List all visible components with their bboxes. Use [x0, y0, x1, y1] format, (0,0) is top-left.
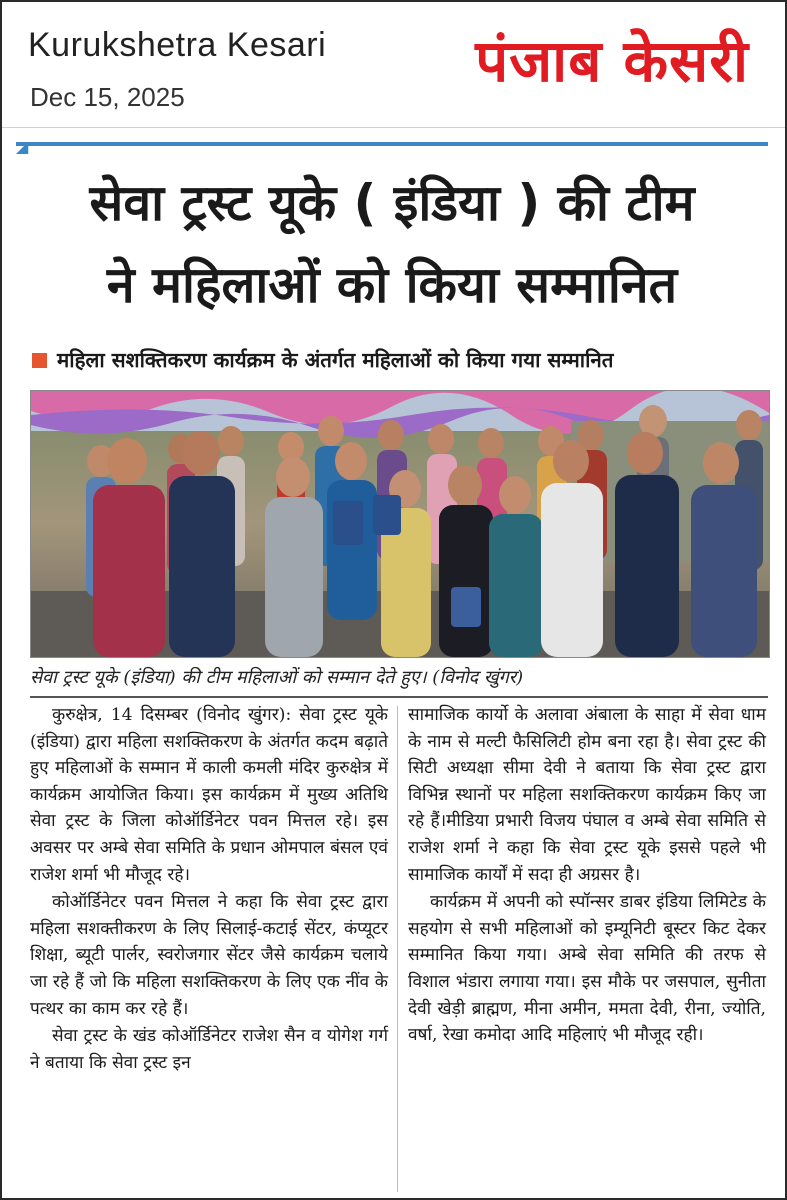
- news-photo: [30, 390, 770, 658]
- article-column-left: [30, 702, 388, 1076]
- paragraph: सामाजिक कार्यो के अलावा अंबाला के साहा में सेवा धाम के नाम से मल्टी फैसिलिटी होम बना रहा है। सेवा ट्रस्ट की सिटी अध्यक्षा सीमा देवी ने बताया कि सेवा ट्रस्ट द्वारा विभिन्न स्थानों पर महिला सशक्तिकरण कार्यक्रम किए जा रहे हैं।मीडिया प्रभारी विजय पंघाल व अम्बे सेवा समिति से राजेश शर्मा ने कहा कि सेवा ट्रस्ट यूके इससे पहले भी सामाजिक कार्यों में सदा ही अग्रसर है।: [408, 705, 766, 885]
- paragraph: कुरुक्षेत्र, 14 दिसम्बर (विनोद खुंगर): सेवा ट्रस्ट यूके (इंडिया) द्वारा महिला सशक्तिकरण के अंतर्गत कदम बढ़ाते हुए महिलाओं के सम्मान में काली कमली मंदिर कुरुक्षेत्र में कार्यक्रम आयोजित किया। इस कार्यक्रम में मुख्य अतिथि सेवा ट्रस्ट के जिला कोऑर्डिनेटर पवन मित्तल रहे। इस अवसर पर अम्बे सेवा समिति के प्रधान ओमपाल बंसल एवं राजेश शर्मा भी मौजूद रहे।: [30, 705, 388, 885]
- news-clipping: [16, 137, 776, 1198]
- top-rule: [16, 142, 768, 146]
- paragraph: कार्यक्रम में अपनी को स्पॉन्सर डाबर इंडिया लिमिटेड के सहयोग से सभी महिलाओं को इम्यूनिटी बूस्टर किट देकर सम्मानित किया गया। अम्बे सेवा समिति की तरफ से विशाल भंडारा लगाया गया। इस मौके पर जसपाल, सुनीता देवी खेड़ी ब्राह्मण, मीना अमीन, ममता देवी, रीना, ज्योति, वर्षा, रेखा कमोदा आदि महिलाएं भी मौजूद रही।: [408, 892, 766, 1046]
- edition-date: Dec 15, 2025: [30, 82, 185, 112]
- edition-name: Kurukshetra Kesari: [28, 26, 327, 64]
- paragraph: कोऑर्डिनेटर पवन मित्तल ने कहा कि सेवा ट्रस्ट द्वारा महिला सशक्तीकरण के लिए सिलाई-कटाई सेंटर, कंप्यूटर शिक्षा, ब्यूटी पार्लर, स्वरोजगार सेंटर जैसे कार्यक्रम चलाये जा रहे हैं जो कि महिला सशक्तिकरण के लिए एक नींव के पत्थर का काम कर रहे हैं।: [30, 892, 388, 1019]
- clipping-header: [2, 2, 785, 128]
- subheadline: [32, 345, 772, 375]
- square-bullet-icon: [32, 353, 47, 368]
- column-separator: [397, 706, 398, 1192]
- headline: [16, 162, 768, 326]
- subheadline-text: महिला सशक्तिकरण कार्यक्रम के अंतर्गत महिलाओं को किया गया सम्मानित: [57, 348, 614, 372]
- group-photo-illustration: [31, 391, 769, 657]
- headline-line-1: सेवा ट्रस्ट यूके ( इंडिया ) की टीम: [89, 174, 695, 232]
- photo-caption: सेवा ट्रस्ट यूके (इंडिया) की टीम महिलाओं को सम्मान देते हुए। (विनोद खुंगर): [30, 667, 524, 688]
- article-column-right: [408, 702, 766, 1049]
- newspaper-logo: पंजाब केसरी: [475, 27, 749, 95]
- caption-divider: [30, 696, 768, 698]
- paragraph: सेवा ट्रस्ट के खंड कोऑर्डिनेटर राजेश सैन व योगेश गर्ग ने बताया कि सेवा ट्रस्ट इन: [30, 1026, 388, 1073]
- corner-mark-icon: ◢: [16, 137, 29, 156]
- headline-line-2: ने महिलाओं को किया सम्मानित: [106, 256, 678, 314]
